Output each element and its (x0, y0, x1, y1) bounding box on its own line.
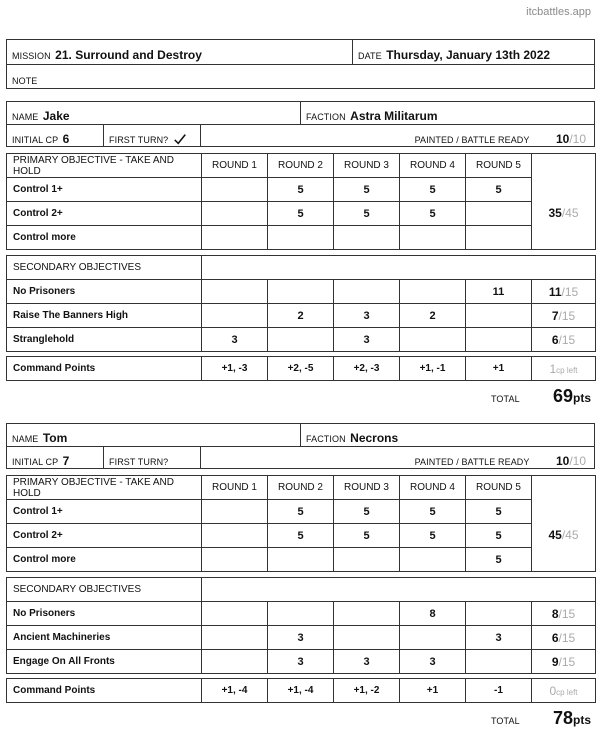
secondary-table (6, 255, 596, 352)
primary-score-cell[interactable]: 5 (466, 500, 532, 524)
secondary-row (7, 626, 596, 650)
primary-objective-label: Control 1+ (7, 500, 202, 524)
secondary-score-cell[interactable] (268, 328, 334, 352)
primary-header: PRIMARY OBJECTIVE - TAKE AND HOLD (7, 154, 202, 178)
total-value-wrap (553, 386, 591, 407)
primary-score-cell[interactable]: 5 (400, 524, 466, 548)
primary-max: /45 (561, 528, 579, 543)
primary-row (7, 226, 596, 250)
secondary-score-cell[interactable]: 2 (400, 304, 466, 328)
faction-value: Astra Militarum (350, 109, 438, 123)
painted-max: /10 (569, 132, 586, 146)
secondary-header: SECONDARY OBJECTIVES (7, 256, 202, 280)
secondary-total-cell (532, 650, 596, 674)
secondary-objective-label[interactable]: Engage On All Fronts (7, 650, 202, 674)
secondary-objective-label[interactable]: Ancient Machineries (7, 626, 202, 650)
total-label: TOTAL (491, 394, 520, 404)
secondary-row (7, 650, 596, 674)
cp-left-suffix: cp left (556, 687, 578, 697)
secondary-score-cell[interactable] (268, 280, 334, 304)
primary-score-cell[interactable] (400, 226, 466, 250)
command-points-cell[interactable]: +1, -4 (202, 679, 268, 703)
command-points-cell[interactable]: +1 (400, 679, 466, 703)
initial-cp-value: 7 (62, 454, 70, 468)
secondary-score-cell[interactable]: 2 (268, 304, 334, 328)
command-points-cell[interactable]: +1, -3 (202, 357, 268, 381)
secondary-total: 7 (551, 308, 559, 323)
primary-score-cell[interactable] (268, 548, 334, 572)
secondary-max: /15 (558, 654, 576, 669)
round-header: ROUND 1 (202, 476, 268, 500)
cp-left-value: 1 (549, 361, 557, 376)
primary-score-cell[interactable]: 5 (334, 524, 400, 548)
command-points-table (6, 678, 596, 703)
primary-objective-label: Control 2+ (7, 202, 202, 226)
secondary-score-cell[interactable]: 8 (400, 602, 466, 626)
secondary-score-cell[interactable]: 3 (268, 626, 334, 650)
primary-score-cell[interactable]: 5 (466, 178, 532, 202)
secondary-header-blank (202, 256, 596, 280)
primary-objective-label: Control more (7, 226, 202, 250)
secondary-score-cell[interactable]: 3 (268, 650, 334, 674)
primary-score-cell[interactable] (202, 524, 268, 548)
name-field[interactable] (7, 102, 301, 125)
secondary-score-cell[interactable] (466, 602, 532, 626)
total-value: 78 (552, 708, 573, 728)
secondary-max: /15 (558, 630, 576, 645)
pts-suffix: pts (573, 391, 591, 405)
primary-header-row (7, 476, 596, 500)
secondary-score-cell[interactable] (202, 626, 268, 650)
secondary-score-cell[interactable] (466, 304, 532, 328)
command-points-row (7, 357, 596, 381)
command-points-cell[interactable]: +1, -4 (268, 679, 334, 703)
round-header: ROUND 5 (466, 154, 532, 178)
secondary-header-blank (202, 578, 596, 602)
painted-label: PAINTED / BATTLE READY (414, 135, 530, 145)
primary-score-cell[interactable]: 5 (334, 178, 400, 202)
round-header: ROUND 4 (400, 154, 466, 178)
secondary-objective-label[interactable]: No Prisoners (7, 280, 202, 304)
primary-score-cell[interactable]: 5 (268, 202, 334, 226)
secondary-row (7, 304, 596, 328)
secondary-score-cell[interactable] (334, 602, 400, 626)
primary-score-cell[interactable] (202, 202, 268, 226)
cp-left-cell (532, 357, 596, 381)
painted-field[interactable] (201, 125, 594, 147)
primary-score-cell[interactable] (466, 202, 532, 226)
primary-score-cell[interactable]: 5 (400, 500, 466, 524)
primary-max: /45 (561, 206, 579, 221)
pts-suffix: pts (573, 713, 591, 727)
secondary-score-cell[interactable]: 3 (400, 650, 466, 674)
primary-table (6, 475, 596, 572)
total-row (470, 384, 595, 410)
secondary-score-cell[interactable]: 3 (466, 626, 532, 650)
cp-left-value: 0 (549, 683, 557, 698)
primary-score-cell[interactable]: 5 (268, 524, 334, 548)
secondary-total-cell (532, 328, 596, 352)
primary-score-cell[interactable] (202, 226, 268, 250)
secondary-score-cell[interactable] (202, 304, 268, 328)
total-label: TOTAL (491, 716, 520, 726)
secondary-max: /15 (558, 308, 576, 323)
secondary-row (7, 328, 596, 352)
mission-value: 21. Surround and Destroy (55, 48, 202, 62)
primary-total-header (532, 476, 596, 500)
cp-left-cell (532, 679, 596, 703)
command-points-label: Command Points (7, 679, 202, 703)
secondary-max: /15 (558, 332, 576, 347)
site-url: itcbattles.app (526, 6, 591, 18)
secondary-score-cell[interactable] (400, 626, 466, 650)
command-points-cell[interactable]: -1 (466, 679, 532, 703)
secondary-total-cell (532, 280, 596, 304)
primary-score-cell[interactable]: 5 (334, 202, 400, 226)
primary-score-cell[interactable] (334, 226, 400, 250)
secondary-score-cell[interactable]: 3 (334, 304, 400, 328)
command-points-cell[interactable]: +1, -1 (400, 357, 466, 381)
primary-score-cell[interactable]: 5 (268, 178, 334, 202)
player-info-box (6, 423, 595, 469)
secondary-score-cell[interactable]: 3 (202, 328, 268, 352)
name-field[interactable] (7, 424, 301, 447)
secondary-total: 6 (551, 630, 559, 645)
mission-box (6, 39, 595, 89)
secondary-total-cell (532, 626, 596, 650)
faction-field[interactable] (301, 424, 594, 447)
primary-row (7, 178, 596, 202)
primary-total-header (532, 154, 596, 178)
command-points-cell[interactable]: +1 (466, 357, 532, 381)
player-info-box (6, 101, 595, 147)
first-turn-label: FIRST TURN? (109, 135, 169, 145)
secondary-score-cell[interactable] (202, 602, 268, 626)
round-header: ROUND 5 (466, 476, 532, 500)
secondary-header-row (7, 578, 596, 602)
secondary-score-cell[interactable] (466, 650, 532, 674)
first-turn-field[interactable] (104, 447, 201, 469)
round-header: ROUND 3 (334, 476, 400, 500)
primary-header: PRIMARY OBJECTIVE - TAKE AND HOLD (7, 476, 202, 500)
first-turn-field[interactable] (104, 125, 201, 147)
secondary-row (7, 602, 596, 626)
date-field[interactable] (353, 40, 594, 65)
primary-row (7, 548, 596, 572)
command-points-table (6, 356, 596, 381)
date-value: Thursday, January 13th 2022 (386, 48, 551, 62)
secondary-total: 8 (551, 606, 559, 621)
name-label: NAME (12, 112, 39, 122)
player-name: Jake (42, 109, 70, 123)
primary-score-cell[interactable] (466, 226, 532, 250)
secondary-score-cell[interactable] (400, 280, 466, 304)
secondary-total-cell (532, 304, 596, 328)
primary-score-cell[interactable] (202, 178, 268, 202)
cp-left-suffix: cp left (556, 365, 578, 375)
initial-cp-field[interactable] (7, 125, 104, 147)
secondary-score-cell[interactable] (268, 602, 334, 626)
painted-max: /10 (569, 454, 586, 468)
primary-score-cell[interactable] (400, 548, 466, 572)
primary-total-cell (532, 500, 596, 572)
name-label: NAME (12, 434, 39, 444)
note-field[interactable] (7, 65, 594, 89)
primary-total: 45 (548, 528, 562, 543)
round-header: ROUND 1 (202, 154, 268, 178)
secondary-score-cell[interactable] (466, 328, 532, 352)
primary-score-cell[interactable]: 5 (466, 524, 532, 548)
primary-score-cell[interactable]: 5 (400, 178, 466, 202)
primary-score-cell[interactable] (202, 548, 268, 572)
secondary-table (6, 577, 596, 674)
painted-value: 10 (555, 454, 570, 468)
round-header: ROUND 2 (268, 476, 334, 500)
faction-value: Necrons (350, 431, 399, 445)
primary-score-cell[interactable]: 5 (400, 202, 466, 226)
primary-total-cell (532, 178, 596, 250)
command-points-cell[interactable]: +2, -3 (334, 357, 400, 381)
secondary-objective-label[interactable]: No Prisoners (7, 602, 202, 626)
secondary-objective-label[interactable]: Raise The Banners High (7, 304, 202, 328)
primary-objective-label: Control 1+ (7, 178, 202, 202)
secondary-total: 6 (551, 332, 559, 347)
initial-cp-value: 6 (62, 132, 70, 146)
secondary-header: SECONDARY OBJECTIVES (7, 578, 202, 602)
primary-row (7, 524, 596, 548)
primary-table (6, 153, 596, 250)
primary-row (7, 500, 596, 524)
total-value-wrap (553, 708, 591, 729)
faction-field[interactable] (301, 102, 594, 125)
initial-cp-field[interactable] (7, 447, 104, 469)
secondary-total-cell (532, 602, 596, 626)
secondary-score-cell[interactable] (202, 650, 268, 674)
faction-label: FACTION (306, 434, 346, 444)
total-row (470, 706, 595, 732)
secondary-score-cell[interactable] (400, 328, 466, 352)
primary-score-cell[interactable] (268, 226, 334, 250)
secondary-total: 11 (548, 284, 562, 299)
command-points-label: Command Points (7, 357, 202, 381)
primary-score-cell[interactable] (202, 500, 268, 524)
total-value: 69 (552, 386, 573, 406)
command-points-cell[interactable]: +2, -5 (268, 357, 334, 381)
check-icon (173, 132, 187, 146)
secondary-score-cell[interactable] (334, 280, 400, 304)
secondary-score-cell[interactable] (334, 626, 400, 650)
round-header: ROUND 2 (268, 154, 334, 178)
initial-cp-label: INITIAL CP (12, 135, 59, 145)
painted-label: PAINTED / BATTLE READY (414, 457, 530, 467)
mission-field[interactable] (7, 40, 353, 65)
primary-objective-label: Control 2+ (7, 524, 202, 548)
primary-score-cell[interactable]: 5 (334, 500, 400, 524)
date-label: DATE (358, 51, 382, 61)
painted-field[interactable] (201, 447, 594, 469)
faction-label: FACTION (306, 112, 346, 122)
primary-score-cell[interactable]: 5 (268, 500, 334, 524)
player-name: Tom (42, 431, 68, 445)
note-label: NOTE (12, 76, 38, 86)
primary-row (7, 202, 596, 226)
primary-header-row (7, 154, 596, 178)
command-points-cell[interactable]: +1, -2 (334, 679, 400, 703)
secondary-max: /15 (561, 284, 579, 299)
secondary-score-cell[interactable] (202, 280, 268, 304)
round-header: ROUND 4 (400, 476, 466, 500)
first-turn-label: FIRST TURN? (109, 457, 169, 467)
secondary-objective-label[interactable]: Stranglehold (7, 328, 202, 352)
secondary-header-row (7, 256, 596, 280)
primary-score-cell[interactable] (334, 548, 400, 572)
command-points-row (7, 679, 596, 703)
secondary-score-cell[interactable]: 3 (334, 650, 400, 674)
initial-cp-label: INITIAL CP (12, 457, 59, 467)
secondary-max: /15 (558, 606, 576, 621)
primary-score-cell[interactable]: 5 (466, 548, 532, 572)
secondary-score-cell[interactable]: 3 (334, 328, 400, 352)
primary-objective-label: Control more (7, 548, 202, 572)
primary-total: 35 (548, 206, 562, 221)
secondary-score-cell[interactable]: 11 (466, 280, 532, 304)
secondary-row (7, 280, 596, 304)
round-header: ROUND 3 (334, 154, 400, 178)
painted-value: 10 (555, 132, 570, 146)
mission-label: MISSION (12, 51, 51, 61)
secondary-total: 9 (551, 654, 559, 669)
